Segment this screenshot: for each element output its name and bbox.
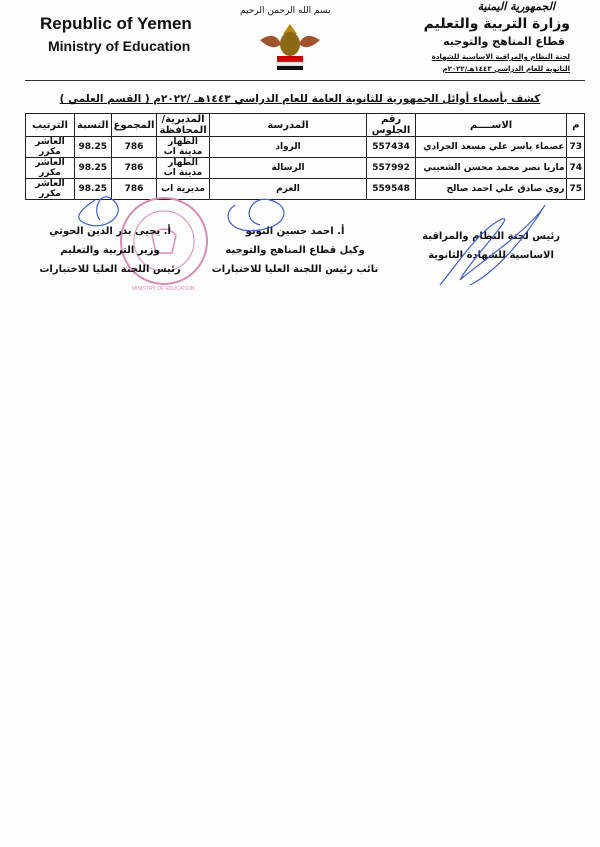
cell-name: عصماء ياسر علي مسعد الجرادي	[415, 137, 567, 158]
cell-index: 75	[567, 179, 585, 200]
basmala: بسم الله الرحمن الرحيم	[240, 6, 331, 16]
cell-percent: 98.25	[74, 179, 111, 200]
cell-total: 786	[111, 137, 157, 158]
col-school: المدرسة	[209, 114, 367, 137]
document-title: كشف بأسماء أوائل الجمهورية للثانوية العامة للعام الدراسي ١٤٤٣هـ /٢٠٢٢م ( القسم العلمي )	[59, 93, 541, 105]
cell-district: مديرية اب	[157, 179, 209, 200]
col-name: الاســــم	[415, 114, 567, 137]
cell-district: الظهار مدينة اب	[157, 158, 209, 179]
col-total: المجموع	[111, 114, 157, 137]
cell-seat: 557992	[367, 158, 415, 179]
cell-index: 73	[567, 137, 585, 158]
col-seat: رقم الجلوس	[367, 114, 415, 137]
sig-line: أ. يحيى بدر الدين الحوثي	[49, 226, 171, 237]
sig-line: أ. احمد حسين النونو	[245, 226, 345, 237]
cell-total: 786	[111, 179, 157, 200]
ar-line-3: قطاع المناهج والتوجيه	[443, 35, 565, 48]
table-row	[26, 137, 585, 158]
cell-rank: العاشر مكرر	[26, 158, 75, 179]
ar-line-4: لجنة النظام والمراقبة الاساسية للشهادة	[431, 53, 570, 61]
cell-rank: العاشر مكرر	[26, 137, 75, 158]
stamp-text: MINISTRY OF EDUCATION	[132, 286, 195, 292]
col-district: المديرية/ المحافظة	[157, 114, 209, 137]
cell-index: 74	[567, 158, 585, 179]
sig-line: وزير التربية والتعليم	[60, 245, 160, 256]
cell-name: ماريا نصر محمد محسن الشعيبي	[415, 158, 567, 179]
table-row	[26, 158, 585, 179]
col-rank: الترتيب	[26, 114, 75, 137]
cell-seat: 559548	[367, 179, 415, 200]
sig-line: رئيس اللجنة العليا للاختبارات	[39, 264, 181, 275]
cell-seat: 557434	[367, 137, 415, 158]
ar-line-1: الجمهورية اليمنية	[477, 0, 555, 13]
table-header-row	[26, 114, 585, 137]
header-divider	[25, 80, 585, 81]
cell-school: العزم	[209, 179, 367, 200]
cell-total: 786	[111, 158, 157, 179]
ministry-en: Ministry of Education	[48, 38, 191, 54]
col-percent: النسبة	[74, 114, 111, 137]
sig-line: رئيس لجنة النظام والمراقبة	[422, 231, 560, 242]
results-table	[25, 113, 585, 200]
yemen-emblem-icon	[255, 20, 325, 72]
ar-line-2: وزارة التربية والتعليم	[423, 16, 570, 32]
col-index: م	[567, 114, 585, 137]
cell-percent: 98.25	[74, 137, 111, 158]
sig-line: الاساسية للشهادة الثانوية	[428, 250, 554, 261]
republic-en: Republic of Yemen	[40, 14, 192, 33]
cell-district: الظهار مدينة اب	[157, 137, 209, 158]
cell-percent: 98.25	[74, 158, 111, 179]
sig-line: نائب رئيس اللجنة العليا للاختبارات	[211, 264, 379, 275]
cell-name: روى صادق علي احمد صالح	[415, 179, 567, 200]
ar-line-5: الثانوية للعام الدراسي ١٤٤٣هـ/٢٠٢٢م	[442, 65, 570, 73]
cell-school: الرسالة	[209, 158, 367, 179]
cell-rank: العاشر مكرر	[26, 179, 75, 200]
sig-line: وكيل قطاع المناهج والتوجيه	[225, 245, 365, 256]
handwritten-signatures-icon	[0, 190, 600, 300]
cell-school: الرواد	[209, 137, 367, 158]
